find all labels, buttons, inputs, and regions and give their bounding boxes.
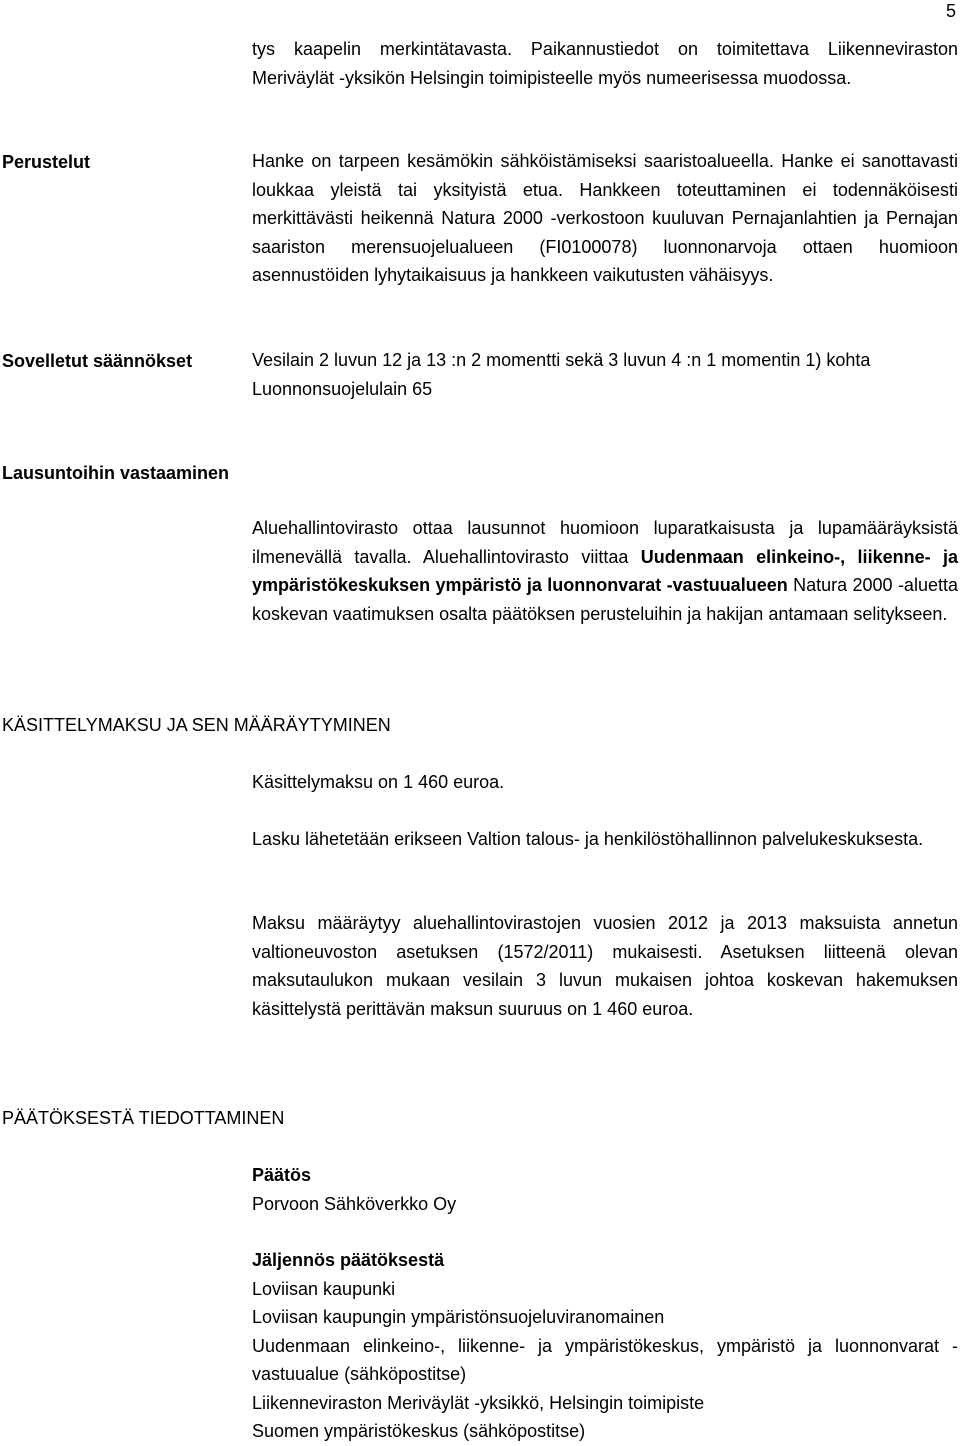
kasittelymaksu-paragraph-3: Maksu määräytyy aluehallintovirastojen vuosien 2012 ja 2013 maksuista annetun valtioneuvoston asetuksen (1572/2011) mukaisesti. Asetuksen liitteenä olevan maksutaulukon mukaan vesilain 3 luvun mukaisen johtoa koskevan hakemuksen käsittelystä perittävän maksun suuruus on 1 460 euroa.	[252, 913, 958, 1019]
page-number: 5	[945, 1, 956, 21]
kasittelymaksu-heading: KÄSITTELYMAKSU JA SEN MÄÄRÄYTYMINEN	[2, 715, 391, 735]
sovelletut-line2: Luonnonsuojelulain 65	[252, 378, 433, 399]
tiedottaminen-section	[252, 1161, 958, 1446]
intro-paragraph: tys kaapelin merkintätavasta. Paikannustiedot on toimitettava Liikenneviraston Meriväylät -yksikön Helsingin toimipisteelle myös numeerisessa muodossa.	[252, 39, 958, 88]
paatos-label: Päätös	[252, 1165, 312, 1185]
kasittelymaksu-paragraph-1: Käsittelymaksu on 1 460 euroa.	[252, 772, 505, 792]
perustelut-label: Perustelut	[2, 152, 91, 172]
sovelletut-text	[252, 346, 958, 403]
tiedottaminen-heading: PÄÄTÖKSESTÄ TIEDOTTAMINEN	[2, 1108, 285, 1128]
paatos-recipient: Porvoon Sähköverkko Oy	[252, 1193, 457, 1214]
recipient-item: Liikenneviraston Meriväylät -yksikkö, Helsingin toimipiste	[252, 1392, 705, 1413]
lausuntoihin-part1: Aluehallintovirasto ottaa lausunnot huomioon luparatkaisusta ja lupamääräyksistä ilmenevällä tavalla. Aluehallintovirasto viittaa	[252, 518, 958, 567]
jaljennos-label: Jäljennös päätöksestä	[252, 1250, 445, 1270]
recipient-item: Uudenmaan elinkeino-, liikenne- ja ympäristökeskus, ympäristö ja luonnonvarat -vastuualue (sähköpostitse)	[252, 1335, 958, 1384]
recipient-item: Loviisan kaupunki	[252, 1278, 396, 1299]
lausuntoihin-paragraph	[252, 514, 958, 628]
lausuntoihin-part2: Natura 2000 -aluetta koskevan vaatimuksen osalta päätöksen perusteluihin ja hakijan antamaan selitykseen.	[252, 575, 958, 624]
recipient-item: Suomen ympäristökeskus (sähköpostitse)	[252, 1421, 586, 1441]
sovelletut-line1: Vesilain 2 luvun 12 ja 13 :n 2 momentti sekä 3 luvun 4 :n 1 momentin 1) kohta	[252, 350, 871, 370]
lausuntoihin-bold: Uudenmaan elinkeino-, liikenne- ja ympäristökeskuksen ympäristö ja luonnonvarat -vastuualueen	[252, 546, 958, 595]
recipient-item: Loviisan kaupungin ympäristönsuojeluviranomainen	[252, 1307, 665, 1327]
sovelletut-label: Sovelletut säännökset	[2, 351, 193, 371]
kasittelymaksu-paragraph-2: Lasku lähetetään erikseen Valtion talous- ja henkilöstöhallinnon palvelukeskuksesta.	[252, 829, 924, 849]
lausuntoihin-label: Lausuntoihin vastaaminen	[2, 463, 230, 483]
perustelut-paragraph: Hanke on tarpeen kesämökin sähköistämiseksi saaristoalueella. Hanke ei sanottavasti loukkaa yleistä tai yksityistä etua. Hankkeen toteuttaminen ei todennäköisesti merkittävästi heikennä Natura 2000 -verkostoon kuuluvan Pernajanlahtien ja Pernajan saariston merensuojelualueen (FI0100078) luonnonarvoja ottaen huomioon asennustöiden lyhytaikaisuus ja hankkeen vaikutusten vähäisyys.	[252, 151, 958, 285]
